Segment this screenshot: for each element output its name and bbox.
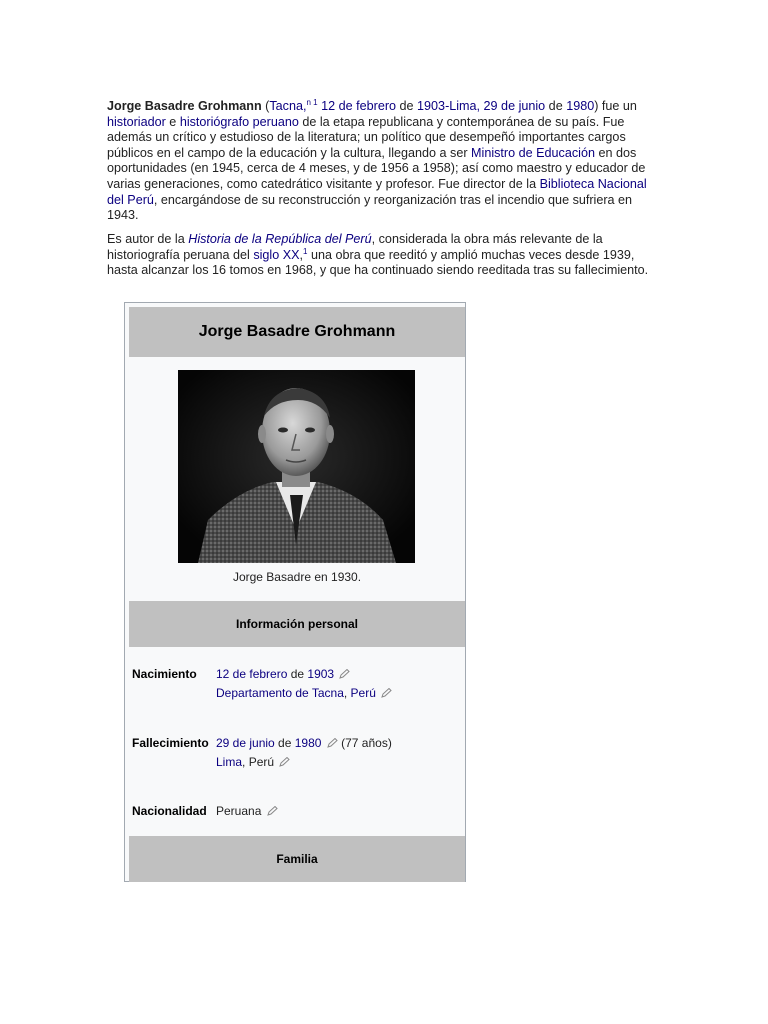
link-birth-year[interactable]: 1903 — [307, 667, 335, 681]
note-ref-n1[interactable]: n 1 — [306, 98, 318, 107]
death-value: 29 de junio de 1980 (77 años) Lima, Perú — [216, 736, 392, 769]
ref-1[interactable]: 1 — [303, 246, 308, 256]
link-historiografo-peruano[interactable]: historiógrafo peruano — [179, 114, 299, 129]
infobox-title: Jorge Basadre Grohmann — [129, 307, 465, 357]
pencil-icon[interactable] — [339, 669, 350, 679]
link-tacna[interactable]: Tacna, — [269, 99, 307, 113]
link-lima[interactable]: Lima — [216, 755, 243, 769]
link-historia-republica[interactable]: Historia de la República del Perú — [188, 232, 372, 246]
section-personal-info: Información personal — [129, 601, 465, 647]
link-death-day[interactable]: 29 de junio — [216, 736, 275, 750]
birth-label: Nacimiento — [132, 667, 197, 681]
birth-value: 12 de febrero de 1903 Departamento de Tacna, Perú — [216, 665, 461, 703]
portrait-image — [178, 370, 415, 563]
pencil-icon[interactable] — [267, 806, 278, 816]
nationality-value: Peruana — [216, 802, 461, 821]
portrait-photo[interactable] — [178, 370, 415, 563]
pencil-icon[interactable] — [327, 738, 338, 748]
works-paragraph: Es autor de la Historia de la República del Perú, considerada la obra más relevante de la historiografía peruana del siglo XX,$^1$ una obra que reeditó y amplió muchas veces desde 1939, hasta alcanzar los 16 tomos en 1968, y que ha continuado siendo reeditada tras su fallecimiento. — [107, 232, 649, 278]
link-siglo-xx[interactable]: siglo XX — [253, 247, 300, 262]
subject-name: Jorge Basadre Grohmann — [107, 99, 262, 113]
link-birth-day[interactable]: 12 de febrero — [321, 99, 397, 113]
link-historiador[interactable]: historiador — [107, 114, 166, 129]
link-death-year[interactable]: 1980 — [294, 736, 322, 750]
death-age: (77 años) — [337, 736, 392, 750]
link-ministro-educacion[interactable]: Ministro de Educación — [471, 145, 595, 160]
death-country: Perú — [248, 755, 275, 769]
infobox — [124, 302, 466, 882]
intro-paragraph: Jorge Basadre Grohmann (Tacna,$^{n 1}$ 12 de febrero de 1903-Lima, 29 de junio de 1980) fue un historiador e historiógrafo peruano de la etapa republicana y contemporánea de su país. Fue además un crítico y estudioso de la literatura; un político que desempeñó importantes cargos públicos en el campo de la educación y la cultura, llegando a ser Ministro de Educación en dos oportunidades (en 1945, cerca de 4 meses, y de 1956 a 1958); así como maestro y educador de varias generaciones, como catedrático visitante y profesor. Fue director de la Biblioteca Nacional del Perú, encargándose de su reconstrucción y reorganización tras el incendio que sufriera en 1943. — [107, 98, 647, 223]
link-birth-day[interactable]: 12 de febrero — [216, 667, 288, 681]
photo-caption: Jorge Basadre en 1930. — [232, 570, 362, 584]
pencil-icon[interactable] — [381, 688, 392, 698]
death-label: Fallecimiento — [132, 736, 209, 750]
link-biblioteca-nacional[interactable]: Biblioteca Nacional del Perú — [107, 176, 647, 207]
section-family: Familia — [129, 836, 465, 882]
link-1903-lima[interactable]: 1903-Lima, 29 de junio — [417, 99, 546, 113]
nationality-label: Nacionalidad — [132, 804, 207, 818]
link-tacna-department[interactable]: Departamento de Tacna — [216, 686, 344, 700]
link-peru[interactable]: Perú — [350, 686, 376, 700]
link-1980[interactable]: 1980 — [566, 99, 595, 113]
pencil-icon[interactable] — [279, 757, 290, 767]
